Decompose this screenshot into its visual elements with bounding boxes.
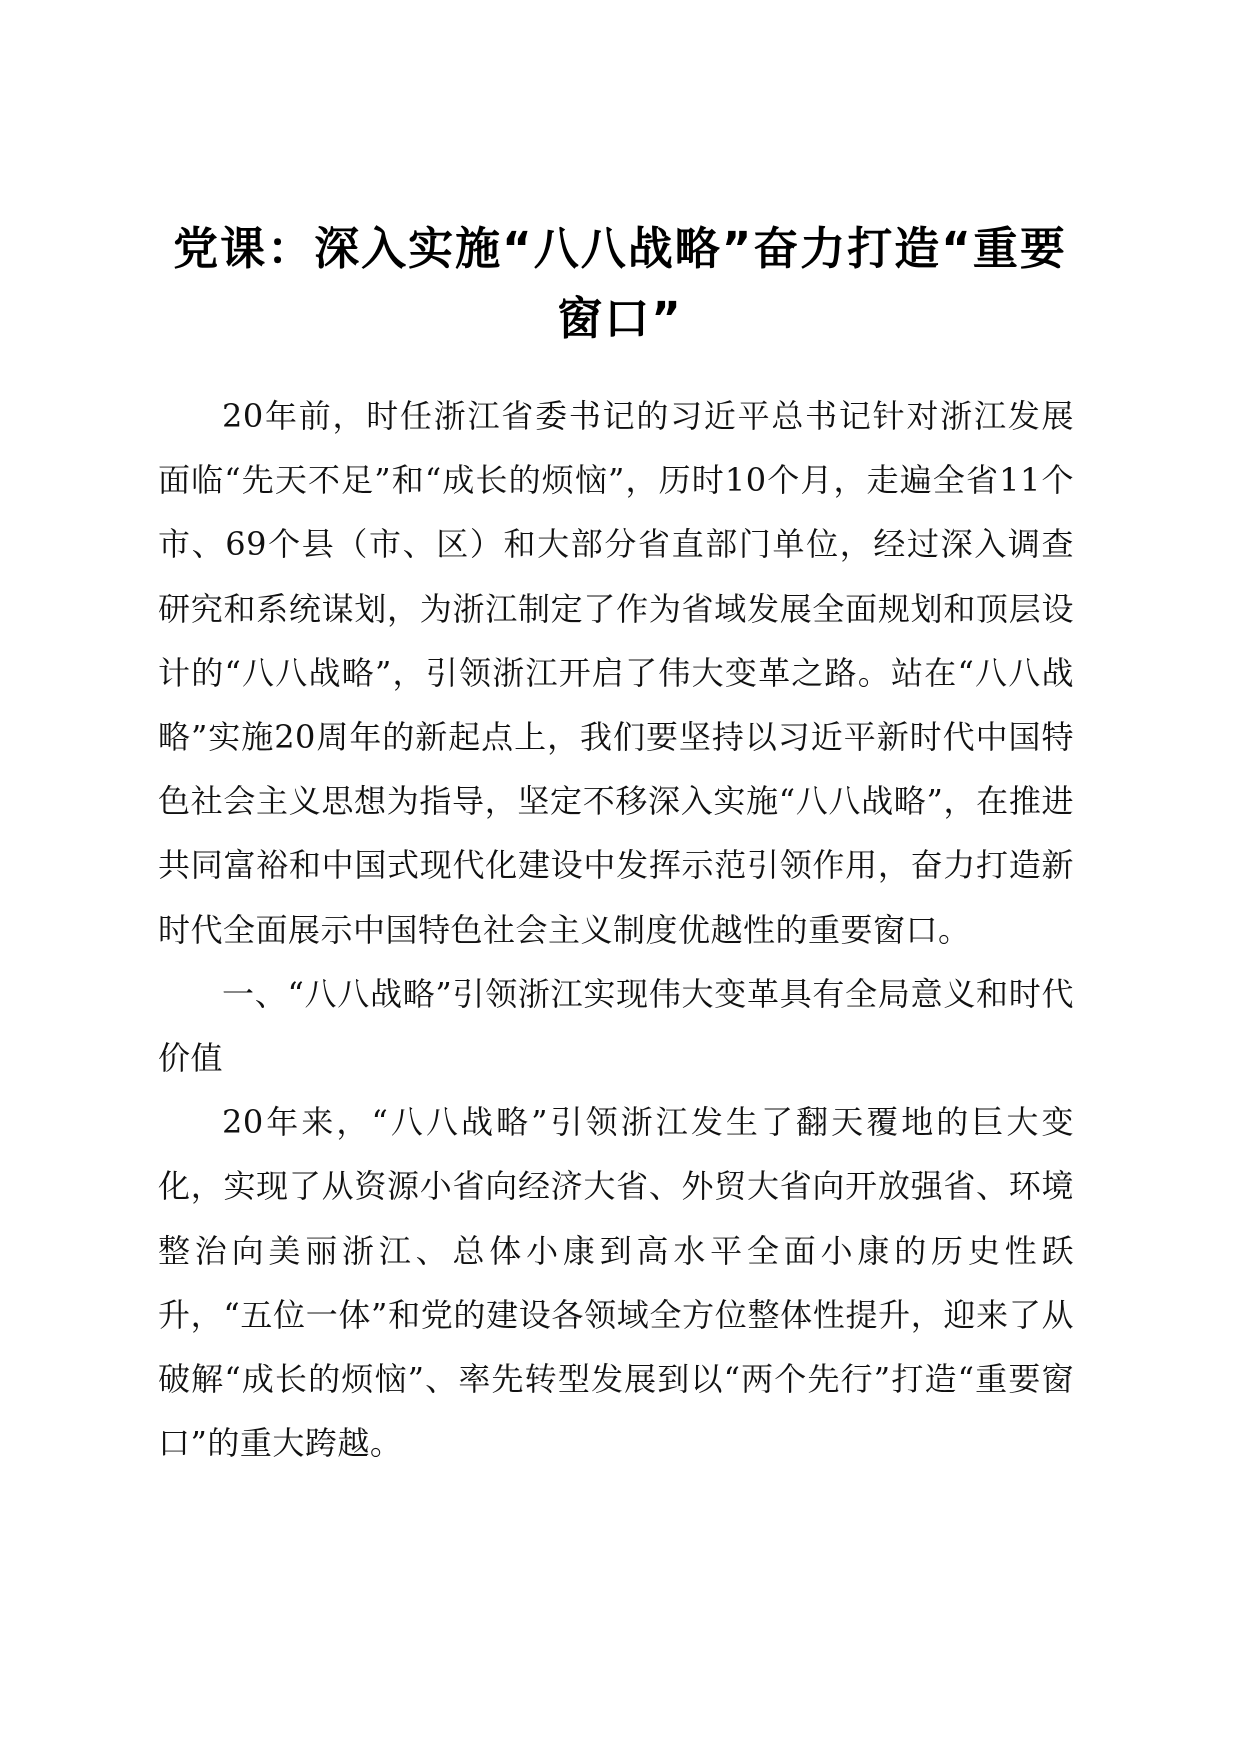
paragraph-intro: 20年前，时任浙江省委书记的习近平总书记针对浙江发展面临“先天不足”和“成长的烦恼”，历时10个月，走遍全省11个市、69个县（市、区）和大部分省直部门单位，经过深入调查研究和系统谋划，为浙江制定了作为省域发展全面规划和顶层设计的“八八战略”，引领浙江开启了伟大变革之路。站在“八八战略”实施20周年的新起点上，我们要坚持以习近平新时代中国特色社会主义思想为指导，坚定不移深入实施“八八战略”，在推进共同富裕和中国式现代化建设中发挥示范引领作用，奋力打造新时代全面展示中国特色社会主义制度优越性的重要窗口。: [158, 397, 1074, 949]
title-line-2: 窗口”: [557, 292, 683, 345]
document-title: [150, 214, 1090, 354]
document-body: [158, 384, 1074, 1475]
title-line-1: 党课：深入实施“八八战略”奋力打造“重要: [173, 222, 1067, 275]
paragraph-section-1: 20年来，“八八战略”引领浙江发生了翻天覆地的巨大变化，实现了从资源小省向经济大省、外贸大省向开放强省、环境整治向美丽浙江、总体小康到高水平全面小康的历史性跃升，“五位一体”和党的建设各领域全方位整体性提升，迎来了从破解“成长的烦恼”、率先转型发展到以“两个先行”打造“重要窗口”的重大跨越。: [158, 1103, 1074, 1463]
section-heading-1: 一、“八八战略”引领浙江实现伟大变革具有全局意义和时代价值: [158, 974, 1074, 1078]
